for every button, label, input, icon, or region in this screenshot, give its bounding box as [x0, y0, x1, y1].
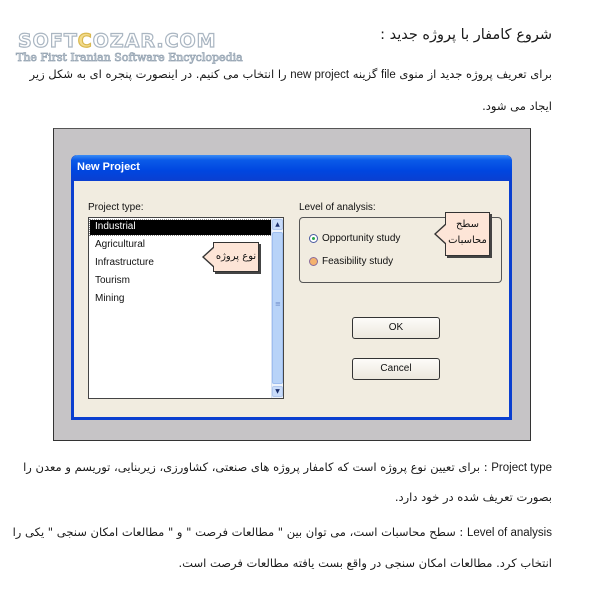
radio-feasibility-study[interactable]: [309, 256, 393, 267]
radio-unselected-icon[interactable]: [309, 257, 318, 266]
watermark: [18, 31, 243, 64]
radio-selected-icon[interactable]: [309, 234, 318, 243]
project-type-description-line-2: بصورت تعریف شده در خود دارد.: [394, 490, 552, 504]
radio-label: Opportunity study: [322, 233, 401, 244]
list-item-mining[interactable]: Mining: [95, 293, 125, 304]
project-type-description-line-1: Project type : برای تعیین نوع پروژه است که کامفار پروژه های صنعتی، کشاورزی، زیربنایی، توریسم و معدن را: [23, 460, 552, 474]
list-item-infrastructure[interactable]: Infrastructure: [95, 257, 154, 268]
callout-level-of-analysis: [445, 212, 490, 256]
scrollbar-grip-icon: ≡: [275, 300, 281, 308]
new-project-dialog: [71, 155, 512, 420]
section-heading: شروع کامفار با پروژه جدید :: [380, 27, 552, 43]
project-type-label: Project type:: [88, 202, 144, 213]
listbox-scrollbar[interactable]: [271, 218, 283, 398]
level-of-analysis-label: Level of analysis:: [299, 202, 376, 213]
watermark-logo: SOFTCOZAR.COM: [18, 30, 217, 52]
level-description-line-1: Level of analysis : سطح محاسبات است، می توان بین " مطالعات فرصت " و " مطالعات امکان سنجی " یکی را: [12, 525, 552, 539]
watermark-subtitle: The First Iranian Software Encyclopedia: [16, 51, 243, 64]
scroll-up-arrow-icon[interactable]: ▲: [272, 219, 283, 230]
callout-line-1: سطح: [455, 219, 480, 230]
dialog-title: New Project: [77, 161, 140, 173]
scroll-down-arrow-icon[interactable]: ▼: [272, 386, 283, 397]
scrollbar-thumb[interactable]: [272, 232, 283, 384]
callout-project-type: نوع پروژه: [213, 242, 259, 272]
cancel-button[interactable]: Cancel: [352, 358, 440, 380]
intro-line-1: برای تعریف پروژه جدید از منوی file گزینه new project را انتخاب می کنیم. در اینصورت پنجره ای به شکل زیر: [29, 67, 552, 81]
radio-opportunity-study[interactable]: [309, 233, 400, 244]
list-item-industrial[interactable]: Industrial: [90, 220, 272, 235]
dialog-titlebar[interactable]: [71, 155, 512, 181]
callout-line-2: محاسبات: [448, 235, 487, 246]
ok-button[interactable]: OK: [352, 317, 440, 339]
level-description-line-2: انتخاب کرد. مطالعات امکان سنجی در واقع بست یافته مطالعات فرصت است.: [178, 556, 552, 570]
radio-label: Feasibility study: [322, 256, 394, 267]
list-item-tourism[interactable]: Tourism: [95, 275, 131, 286]
list-item-agricultural[interactable]: Agricultural: [95, 239, 146, 250]
intro-line-2: ایجاد می شود.: [482, 99, 552, 113]
